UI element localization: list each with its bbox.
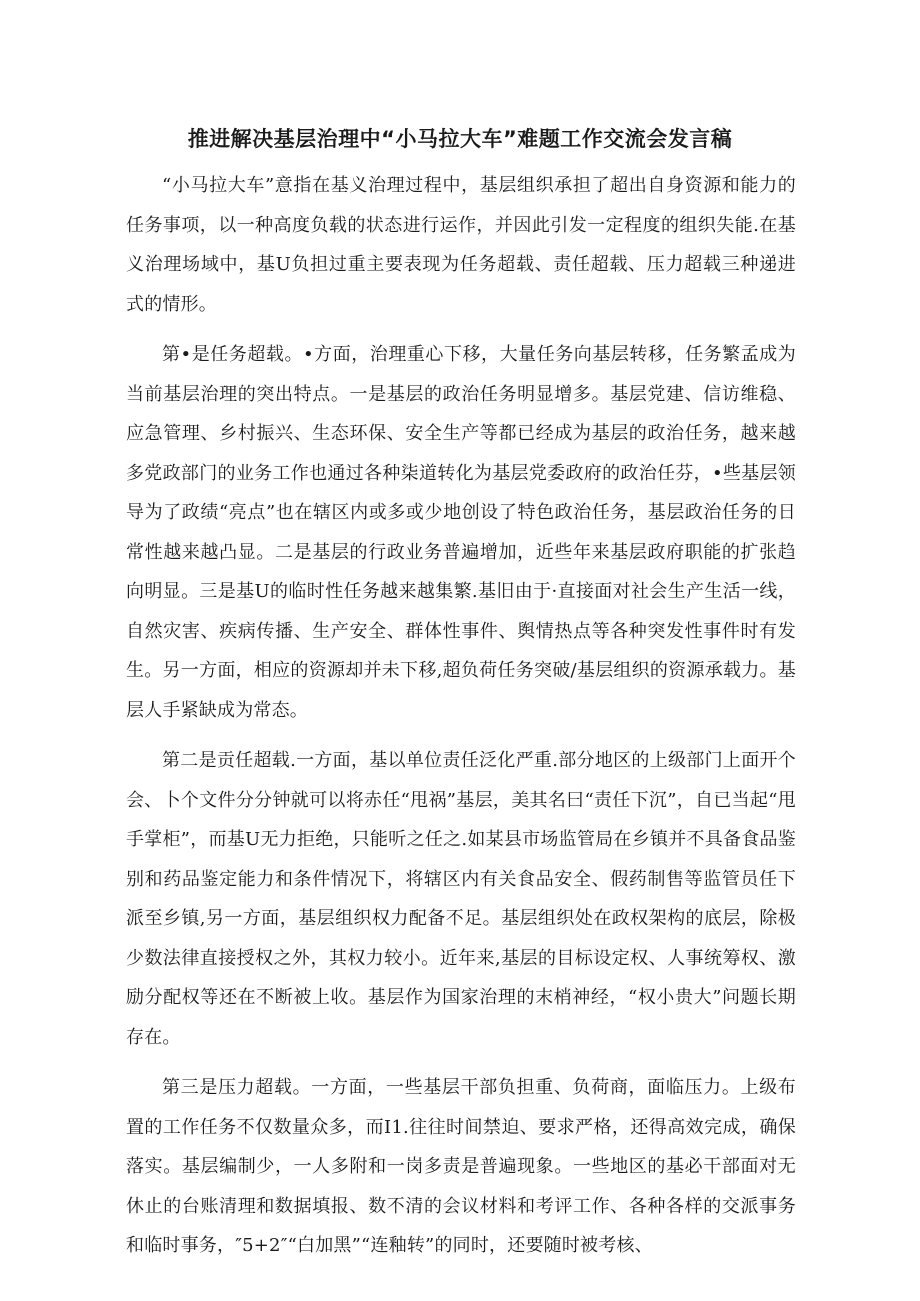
paragraph: 第三是压力超载。一方面，一些基层干部负担重、负荷商，面临压力。上级布置的工作任务不仅数量众多，而I1.往往时间禁迫、要求严格，还得高效完成，确保落实。基层编制少，一人多附和一岗多责是普遍现象。一些地区的基必干部面对无休止的台账清理和数据填报、数不清的会议材料和考评工作、各种各样的交派事务和临时事务，″5+2″“白加黑”“连釉转”的同时，还要随时被考核、 <box>126 1077 796 1256</box>
paragraph: “小马拉大车”意指在基义治理过程中，基层组织承担了超出自身资源和能力的任务事项，以一种高度负载的状态进行运作，并因此引发一定程度的组织失能.在基义治理场域中，基U负担过重主要表现为任务超载、责任超载、压力超载三种递进式的情形。 <box>126 175 796 315</box>
paragraph: 第•是任务超载。•方面，治理重心下移，大量任务向基层转移，任务繁孟成为当前基层治理的突出特点。一是基层的政治任务明显增多。基层党建、信访维稳、应急管理、乡村振兴、生态环保、安全生产等都已经成为基层的政治任务，越来越多党政部门的业务工作也通过各种柒道转化为基层党委政府的政治任芬，•些基层领导为了政绩“亮点”也在辖区内或多或少地创设了特色政治任务，基层政治任务的日常性越来越凸显。二是基层的行政业务普遍增加，近些年来基层政府职能的扩张趋向明显。三是基U的临时性任务越来越集繁.基旧由于·直接面对社会生产生活一线，自然灾害、疾病传播、生产安全、群体性事件、舆情热点等各种突发性事件时有发生。另一方面，相应的资源却并未下移,超负荷任务突破/基层组织的资源承载力。基层人手紧缺成为常态。 <box>126 344 796 721</box>
paragraph: 第二是贡任超载.一方面，基以单位责任泛化严重.部分地区的上级部门上面开个会、卜个文件分分钟就可以将赤任“甩祸”基层，美其名曰“责任下沉”，自已当起“甩手掌柜”，而基U无力拒绝，只能听之任之.如某县市场监管局在乡镇并不具备食品鉴别和药品鉴定能力和条件情况下，将辖区内有关食品安全、假药制售等监管员任下派至乡镇,另一方面，基层组织权力配备不足。基层组织处在政权架构的底层，除极少数法律直接授权之外，其权力较小。近年来,基层的目标设定权、人事统筹权、激励分配权等还在不断被上收。基层作为国家治理的末梢神经，“权小贵大”问题长期存在。 <box>126 750 796 1048</box>
document-title: 推进解决基层治理中“小马拉大车”难题工作交流会发言稿 <box>187 127 733 151</box>
document-body <box>126 166 796 1266</box>
